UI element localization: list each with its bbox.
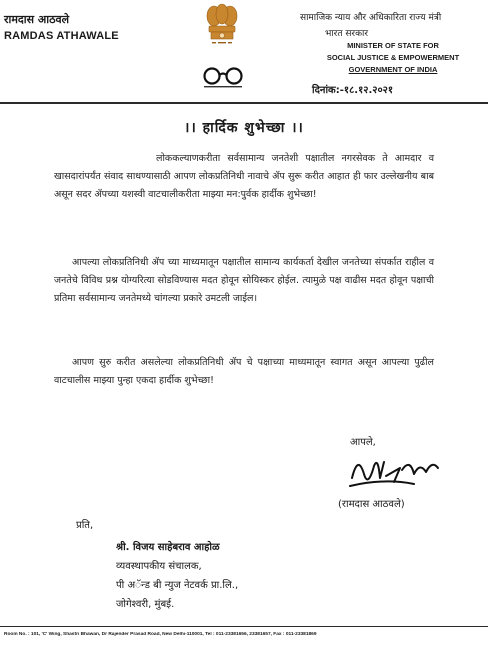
letter-date: दिनांक:-१८.१२.२०२१ <box>312 85 394 96</box>
recipient-label: प्रति, <box>76 520 94 531</box>
recipient-designation: व्यवस्थापकीय संचालक, <box>116 561 202 572</box>
header-divider <box>0 102 488 104</box>
footer-address: Room No. : 101, 'C' Wing, Shastri Bhawan, Dr Rajender Prasad Road, New Delhi-110001, Tel : 011-23381656, 23381657, Fax : 011-23381869 <box>4 632 317 637</box>
sender-name-marathi: रामदास आठवले <box>4 13 70 26</box>
body-paragraph-2: आपल्या लोकप्रतिनिधी ॲप च्या माध्यमातून पक्षातील सामान्य कार्यकर्ता देखील जनतेच्या संपर्कात राहील व जनतेचे विविध प्रश्न योग्यरित्या सोडविण्यास मदत होवून सोयिस्कर होईल. त्यामुळे पक्ष वाढीस मदत होवून पक्षाची प्रतिमा सर्वसामान्य जनतेमध्ये चांगल्या प्रकारे उमटली जाईल। <box>54 257 434 304</box>
closing-word: आपले, <box>350 437 376 448</box>
recipient-name: श्री. विजय साहेबराव आहोळ <box>116 542 220 553</box>
ministry-line-1: MINISTER OF STATE FOR <box>347 41 439 50</box>
greeting-heading: ।। हार्दिक शुभेच्छा ।। <box>184 120 304 136</box>
recipient-location: जोगेश्वरी, मुंबई. <box>116 599 175 610</box>
body-paragraph-3: आपण सुरु करीत असलेल्या लोकप्रतिनिधी ॲप चे पक्षाच्या माध्यमातून स्वागत असून आपल्या पुढील वाटचालीस माझ्या पुन्हा एकदा हार्दीक शुभेच्छा! <box>54 357 434 386</box>
ministry-title-marathi: सामाजिक न्याय और अधिकारिता राज्य मंत्री <box>300 13 442 23</box>
sender-name-english: RAMDAS ATHAWALE <box>4 30 119 42</box>
swachh-bharat-glasses-icon <box>200 66 246 90</box>
ministry-title-english <box>308 40 478 76</box>
signer-name: (रामदास आठवले) <box>338 499 405 510</box>
body-paragraph-1: लोककल्याणकरीता सर्वसामान्य जनतेशी पक्षातील नगरसेवक ते आमदार व खासदारांपर्यंत संवाद साधण्यासाठी आपण लोकप्रतिनिधी नावाचे ॲप सुरू करीत आहात ही फार उल्लेखनीय बाब असून सदर ॲपच्या यशस्वी वाटचालीकरीता माझ्या मन:पुर्वक हार्दीक शुभेच्छा! <box>54 153 434 200</box>
ministry-line-2: SOCIAL JUSTICE & EMPOWERMENT <box>326 53 460 62</box>
national-emblem-icon <box>204 2 240 52</box>
signature-image <box>344 448 444 498</box>
recipient-company: पी अॅन्ड बी न्युज नेटवर्क प्रा.लि., <box>116 580 239 591</box>
ministry-line-3: GOVERNMENT OF INDIA <box>348 65 438 74</box>
government-marathi: भारत सरकार <box>325 29 369 39</box>
footer-divider <box>0 626 488 627</box>
